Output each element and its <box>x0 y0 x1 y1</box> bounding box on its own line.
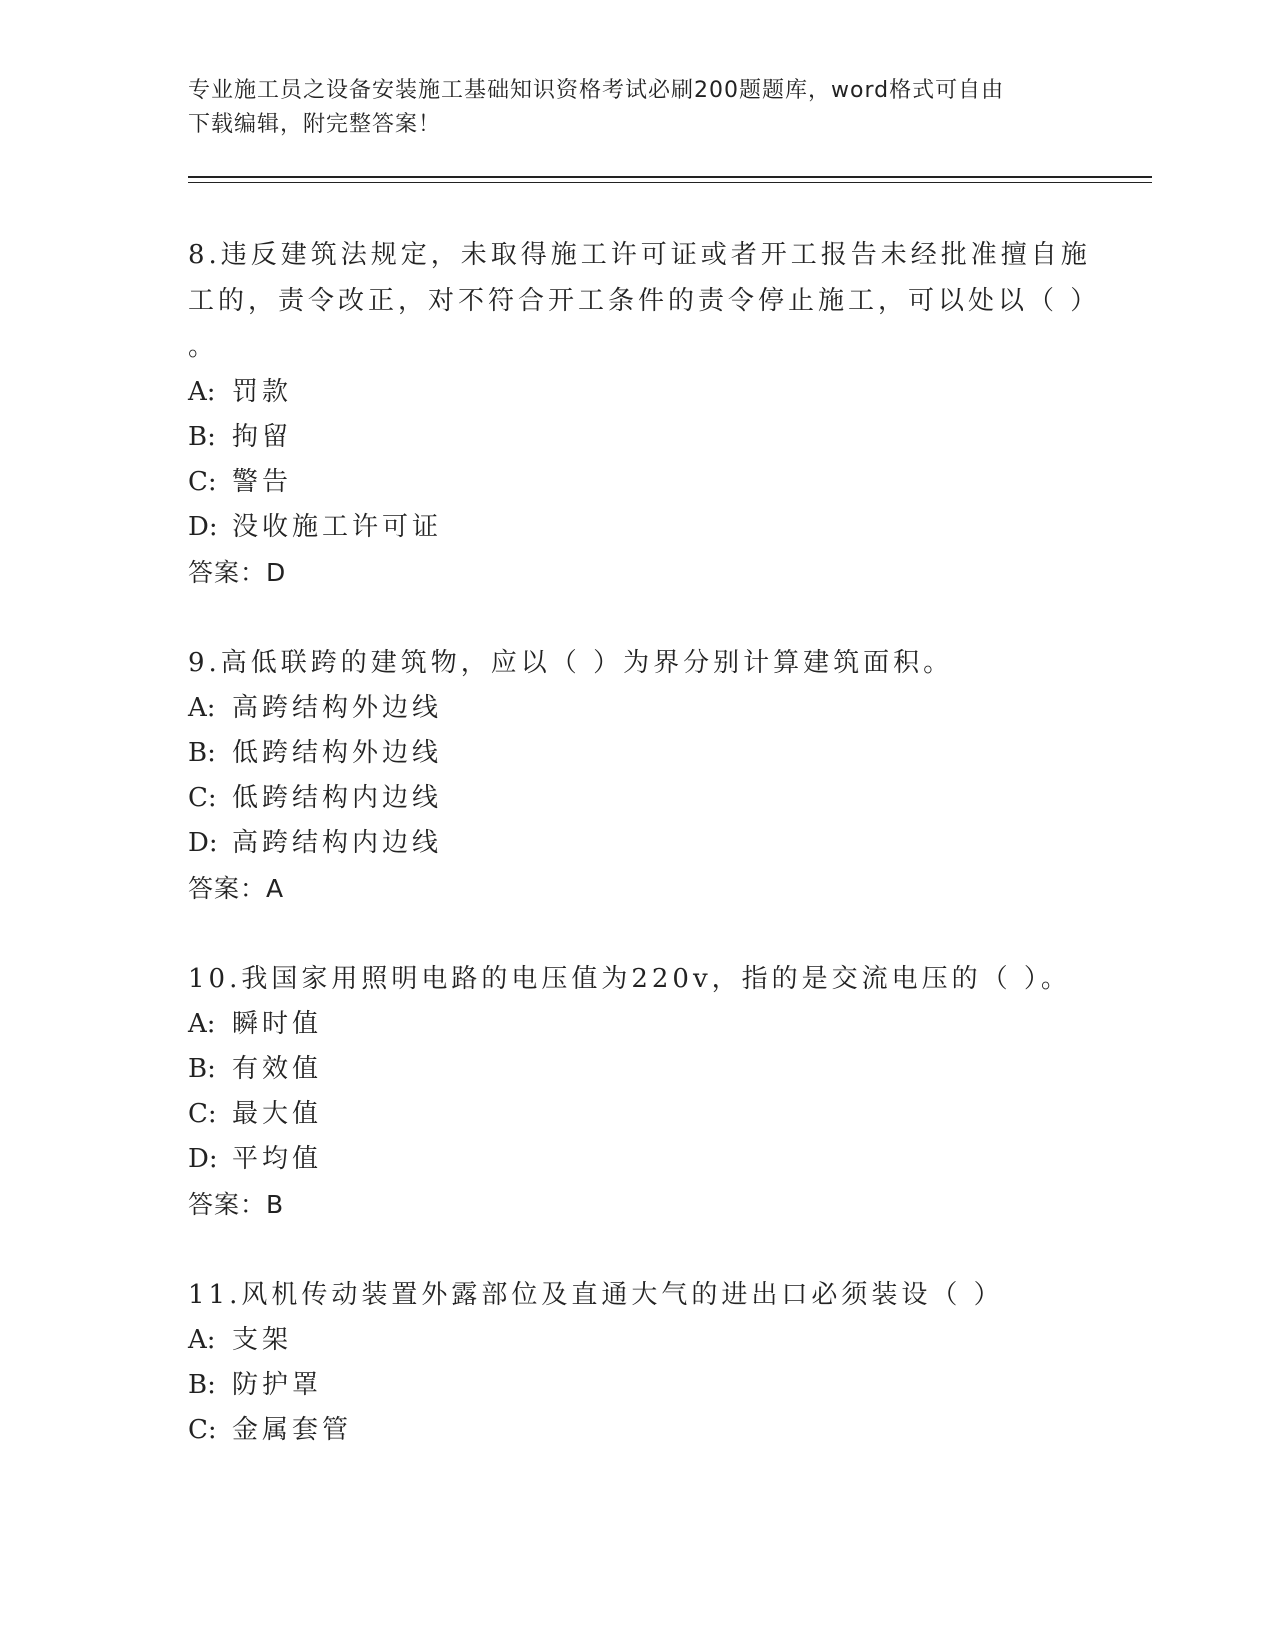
answer: 答案：A <box>188 874 285 903</box>
question-list <box>188 232 1101 1453</box>
option-letter: B: <box>188 1370 216 1400</box>
option-text: 高跨结构外边线 <box>232 693 443 723</box>
option-letter: B: <box>188 1054 216 1084</box>
question-text: 11.风机传动装置外露部位及直通大气的进出口必须装设（ ） <box>188 1280 1004 1310</box>
option-text: 平均值 <box>232 1144 323 1174</box>
option <box>188 1137 1088 1182</box>
option-letter: B: <box>188 738 216 768</box>
option-letter: C: <box>188 1099 217 1129</box>
option <box>188 370 1088 415</box>
option <box>188 415 1088 460</box>
option-text: 瞬时值 <box>232 1009 323 1039</box>
question-block <box>188 1272 1088 1453</box>
option <box>188 1363 1088 1408</box>
document-header <box>188 74 1068 142</box>
option-text: 没收施工许可证 <box>232 512 443 542</box>
option <box>188 821 1088 866</box>
option <box>188 776 1088 821</box>
option <box>188 731 1088 776</box>
question-block <box>188 956 1088 1228</box>
option-letter: A: <box>188 377 216 407</box>
option-text: 防护罩 <box>232 1370 323 1400</box>
question-text: 。 <box>188 332 219 362</box>
question-text: 工的，责令改正，对不符合开工条件的责令停止施工，可以处以（ ） <box>188 286 1101 316</box>
option <box>188 505 1088 550</box>
option-text: 拘留 <box>232 422 293 452</box>
option-text: 低跨结构内边线 <box>232 783 443 813</box>
option-text: 警告 <box>232 467 293 497</box>
question-text: 9.高低联跨的建筑物，应以（ ）为界分别计算建筑面积。 <box>188 648 954 678</box>
question-block <box>188 232 1101 596</box>
option <box>188 460 1088 505</box>
option <box>188 1092 1088 1137</box>
option-letter: D: <box>188 512 218 542</box>
option-letter: A: <box>188 1009 216 1039</box>
option-text: 支架 <box>232 1325 293 1355</box>
question-text: 10.我国家用照明电路的电压值为220v，指的是交流电压的（ ）。 <box>188 964 1071 994</box>
option-text: 高跨结构内边线 <box>232 828 443 858</box>
header-line: 专业施工员之设备安装施工基础知识资格考试必刷200题题库，word格式可自由 <box>188 78 1005 103</box>
option-letter: A: <box>188 1325 216 1355</box>
option-letter: C: <box>188 1415 217 1445</box>
header-divider <box>188 182 1152 183</box>
answer: 答案：B <box>188 1190 285 1219</box>
header-divider <box>188 176 1152 178</box>
option <box>188 1047 1088 1092</box>
option-text: 最大值 <box>232 1099 323 1129</box>
option-text: 有效值 <box>232 1054 323 1084</box>
question-text: 8.违反建筑法规定，未取得施工许可证或者开工报告未经批准擅自施 <box>188 240 1091 270</box>
option-text: 低跨结构外边线 <box>232 738 443 768</box>
option-text: 罚款 <box>232 377 293 407</box>
question-block <box>188 640 1088 912</box>
option <box>188 686 1088 731</box>
option-letter: D: <box>188 1144 218 1174</box>
answer: 答案：D <box>188 558 287 587</box>
option-letter: C: <box>188 783 217 813</box>
option <box>188 1408 1088 1453</box>
option-letter: C: <box>188 467 217 497</box>
option-letter: B: <box>188 422 216 452</box>
option <box>188 1002 1088 1047</box>
option-letter: D: <box>188 828 218 858</box>
header-line: 下载编辑，附完整答案！ <box>188 112 442 137</box>
option-text: 金属套管 <box>232 1415 353 1445</box>
option <box>188 1318 1088 1363</box>
option-letter: A: <box>188 693 216 723</box>
